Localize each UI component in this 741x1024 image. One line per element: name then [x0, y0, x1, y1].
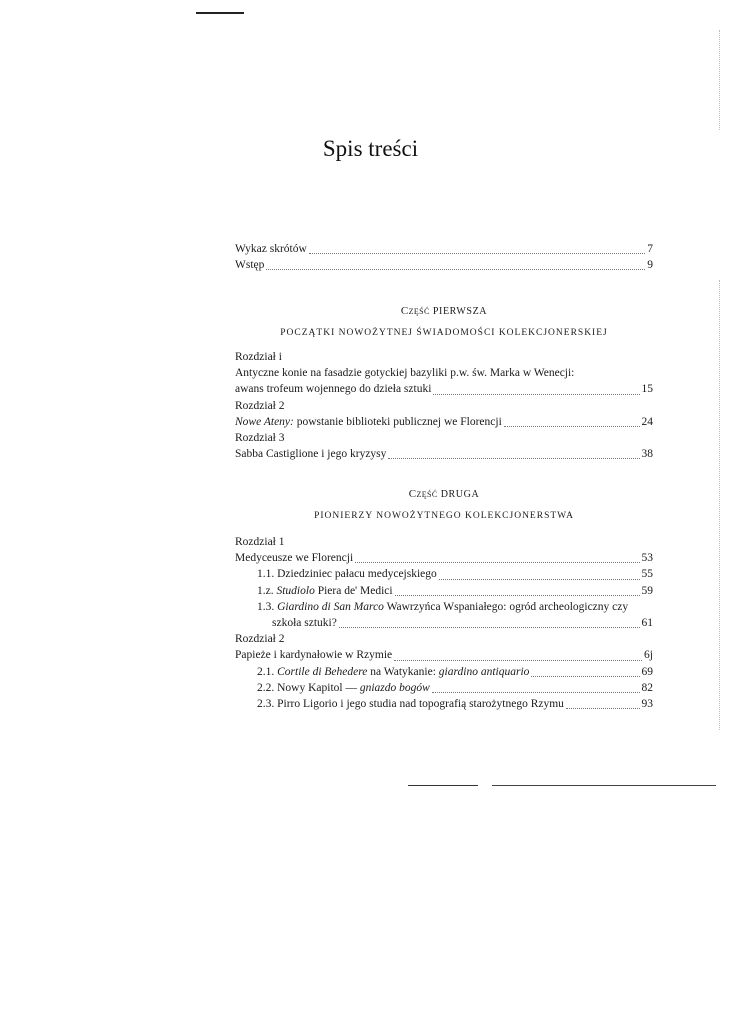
- entry-italic: Cortile di Behedere: [277, 665, 368, 678]
- entry-page: 9: [647, 259, 653, 272]
- entry-label: Wawrzyńca Wspaniałego: ogród archeologiczny czy: [383, 600, 629, 613]
- toc-entry[interactable]: [235, 647, 653, 663]
- entry-page: 59: [641, 584, 653, 597]
- chapter-heading: Rozdział 1: [235, 536, 285, 548]
- entry-label: Sabba Castiglione i jego kryzysy: [235, 448, 387, 461]
- entry-italic: Studiolo: [276, 584, 315, 597]
- part-subtitle: POCZĄTKI NOWOŻYTNEJ ŚWIADOMOŚCI KOLEKCJONERSKIEJ: [280, 328, 608, 338]
- toc-entry[interactable]: [235, 414, 653, 430]
- entry-label: Piera de' Medici: [314, 584, 393, 597]
- part-one-entries: [235, 349, 653, 462]
- scan-mark-bottom-left: [408, 785, 478, 786]
- leader-dots: [394, 660, 642, 661]
- part-two-heading: [235, 488, 653, 521]
- entry-label: powstanie biblioteki publicznej we Florencji: [293, 415, 502, 428]
- entry-page: 82: [641, 681, 653, 694]
- entry-page: 24: [641, 415, 653, 428]
- entry-label: Papieże i kardynałowie w Rzymie: [235, 649, 393, 662]
- entry-page: 7: [647, 243, 653, 255]
- entry-label: na Watykanie:: [367, 665, 439, 678]
- entry-label: Medyceusze we Florencji: [235, 552, 354, 565]
- entry-label: Pirro Ligorio i jego studia nad topografią starożytnego Rzymu: [274, 698, 564, 711]
- page-title: Spis treści: [322, 136, 419, 161]
- entry-label: Dziedziniec pałacu medycejskiego: [274, 568, 437, 581]
- chapter-heading: Rozdział 2: [235, 633, 285, 646]
- entry-label: szkoła sztuki?: [272, 617, 337, 630]
- part-subtitle: PIONIERZY NOWOŻYTNEGO KOLEKCJONERSTWA: [314, 511, 574, 521]
- section-number: 1.z.: [257, 584, 274, 597]
- part-label: Część: [408, 488, 438, 500]
- entry-page: 69: [641, 665, 653, 678]
- entry-label: awans trofeum wojennego do dzieła sztuki: [235, 383, 432, 396]
- part-label-word: DRUGA: [440, 489, 480, 500]
- part-label: Część: [400, 305, 430, 317]
- toc-entry[interactable]: [235, 550, 653, 566]
- leader-dots: [531, 676, 639, 677]
- entry-italic: Giardino di San Marco: [277, 600, 384, 613]
- chapter-heading: Rozdział 2: [235, 399, 285, 412]
- entry-page: 53: [641, 552, 653, 565]
- toc-subentry[interactable]: [235, 696, 653, 712]
- toc-entry[interactable]: [235, 241, 653, 257]
- toc-entry[interactable]: [235, 446, 653, 462]
- part-label-word: PIERWSZA: [432, 306, 488, 317]
- leader-dots: [388, 458, 639, 459]
- entry-label: Wstęp: [235, 259, 265, 272]
- toc-subentry[interactable]: [235, 583, 653, 599]
- entry-italic: Nowe Ateny:: [235, 415, 294, 428]
- chapter-title-line: Antyczne konie na fasadzie gotyckiej bazyliki p.w. św. Marka w Wenecji:: [235, 367, 575, 380]
- section-number: 2.2.: [257, 681, 275, 694]
- leader-dots: [432, 692, 640, 693]
- entry-italic: gniazdo bogów: [359, 681, 430, 694]
- leader-dots: [433, 394, 639, 395]
- leader-dots: [355, 562, 639, 563]
- leader-dots: [339, 627, 640, 628]
- front-matter: [235, 241, 653, 273]
- toc-subentry[interactable]: [235, 615, 653, 631]
- toc-subentry[interactable]: [235, 566, 653, 582]
- leader-dots: [395, 595, 640, 596]
- toc-subentry[interactable]: [235, 680, 653, 696]
- toc-subentry-line: [235, 599, 653, 615]
- leader-dots: [309, 253, 645, 254]
- leader-dots: [439, 579, 640, 580]
- toc-entry[interactable]: [235, 257, 653, 273]
- section-number: 2.1.: [257, 665, 275, 678]
- entry-page: 38: [641, 448, 653, 461]
- chapter-heading: Rozdział 3: [235, 432, 285, 445]
- section-number: 2.3.: [257, 698, 275, 711]
- entry-italic: giardino antiquario: [438, 665, 530, 678]
- entry-label: Nowy Kapitol —: [274, 681, 360, 694]
- scan-mark-bottom-right: [492, 785, 716, 786]
- chapter-heading: Rozdział i: [235, 351, 282, 363]
- leader-dots: [266, 269, 645, 270]
- scan-edge-marks: [719, 30, 721, 130]
- entry-page: 55: [641, 568, 653, 581]
- entry-page: 93: [641, 698, 653, 711]
- leader-dots: [566, 708, 640, 709]
- entry-page: 61: [641, 617, 653, 630]
- scan-mark-top: [196, 12, 244, 14]
- section-number: 1.1.: [257, 568, 275, 581]
- section-number: 1.3.: [257, 600, 275, 613]
- toc-subentry[interactable]: [235, 664, 653, 680]
- entry-page: 6j: [644, 649, 653, 662]
- leader-dots: [504, 426, 640, 427]
- part-one-heading: [235, 305, 653, 338]
- entry-label: Wykaz skrótów: [235, 243, 307, 255]
- toc-entry[interactable]: [235, 381, 653, 397]
- entry-page: 15: [641, 383, 653, 396]
- scan-edge-marks: [719, 280, 721, 730]
- part-two-entries: [235, 534, 653, 712]
